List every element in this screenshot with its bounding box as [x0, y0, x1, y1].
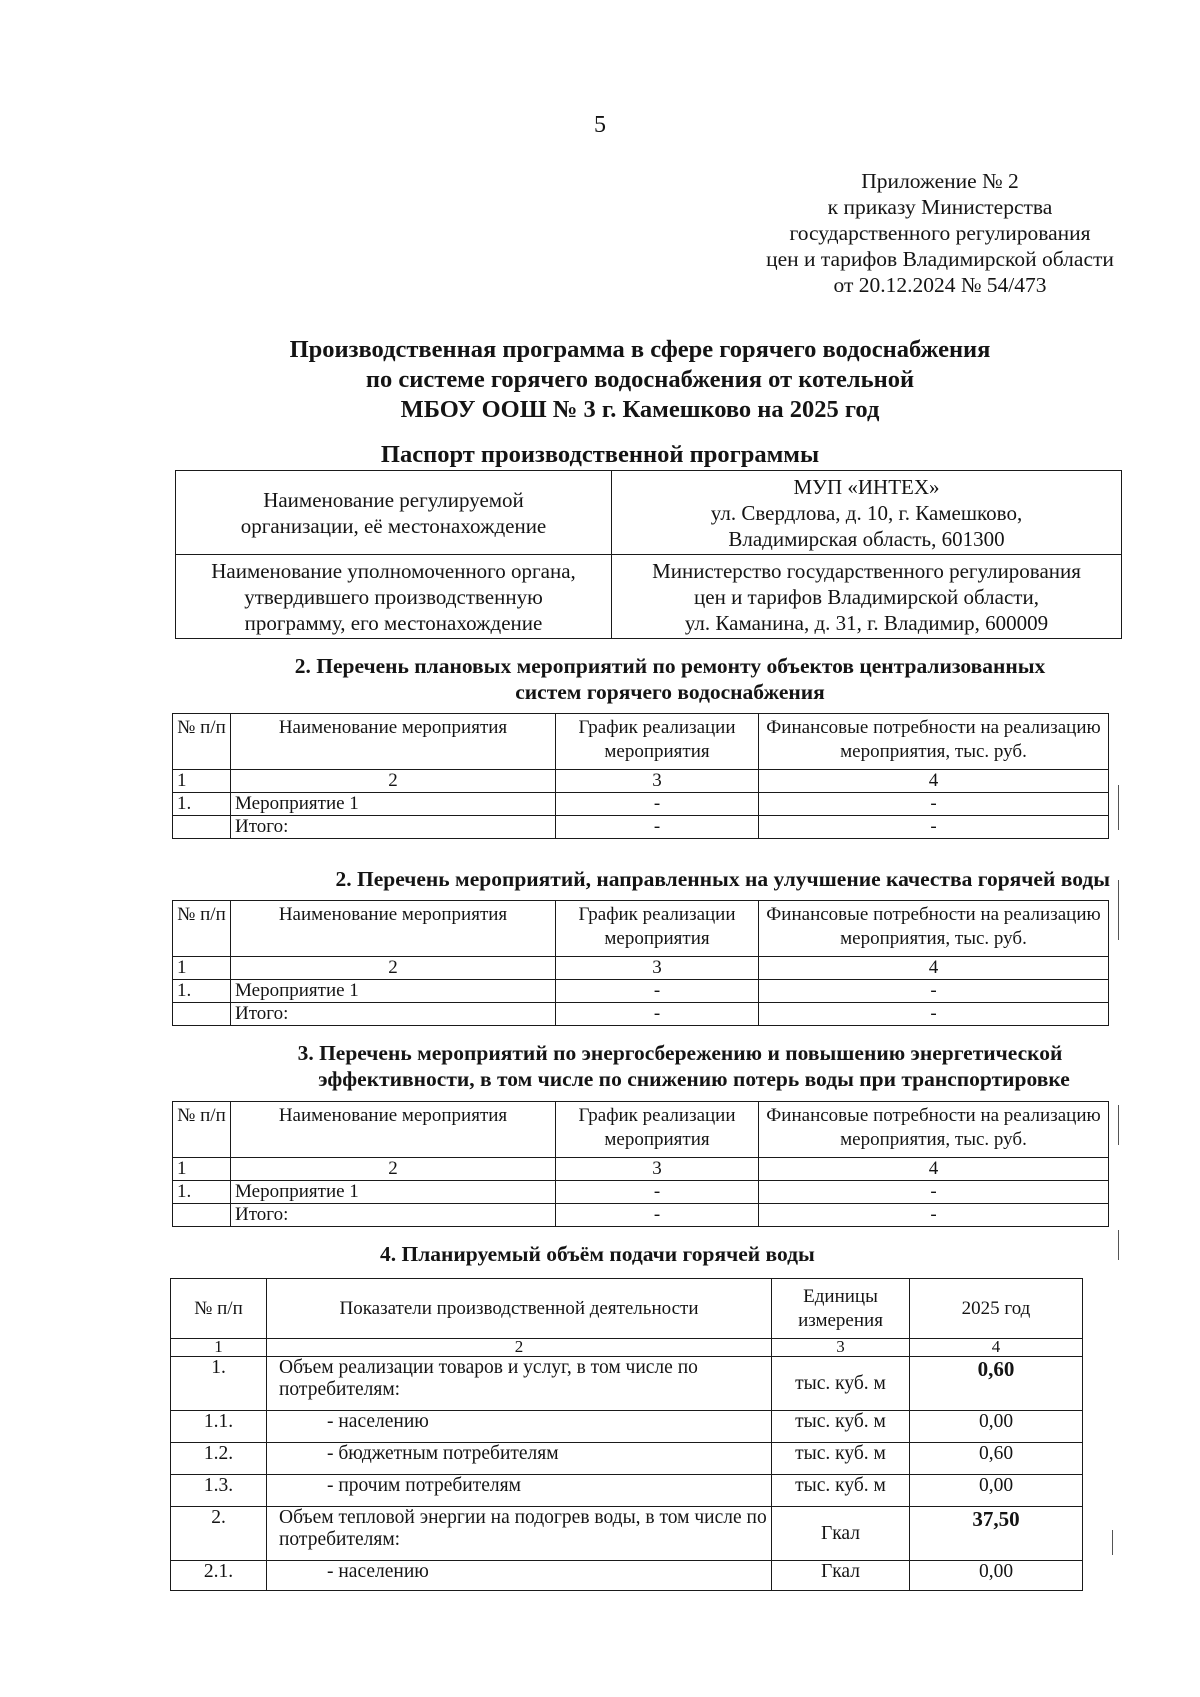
col-number: 4: [759, 1158, 1109, 1181]
event-finance: -: [759, 980, 1109, 1003]
energy-events-table: [172, 1101, 1109, 1227]
passport-label-line: утвердившего производственную: [244, 584, 543, 609]
indicator-name: Объем реализации товаров и услуг, в том числе по потребителям:: [267, 1357, 772, 1411]
section-heading-line: 2. Перечень плановых мероприятий по ремонту объектов централизованных: [294, 654, 1046, 678]
title-line: по системе горячего водоснабжения от котельной: [365, 366, 915, 393]
col-number: 1: [173, 957, 231, 980]
passport-row: [176, 555, 1122, 639]
section-heading-line: эффективности, в том числе по снижению потерь воды при транспортировке: [318, 1067, 1070, 1091]
passport-value-line: ул. Каманина, д. 31, г. Владимир, 600009: [684, 610, 1049, 635]
row-number: 1.2.: [171, 1443, 267, 1475]
passport-value-line: ул. Свердлова, д. 10, г. Камешково,: [710, 500, 1023, 525]
column-number-row: [173, 1158, 1109, 1181]
table-row: [171, 1411, 1083, 1443]
col-header: Показатели производственной деятельности: [267, 1279, 772, 1339]
title-line: МБОУ ООШ № 3 г. Камешково на 2025 год: [400, 396, 880, 423]
indicator-name: - населению: [267, 1561, 772, 1591]
passport-label-line: Наименование регулируемой: [263, 487, 524, 512]
passport-row: [176, 471, 1122, 555]
event-schedule: -: [556, 1204, 759, 1227]
appendix-line: Приложение № 2: [861, 169, 1019, 193]
column-number-row: [173, 957, 1109, 980]
appendix-line: государственного регулирования: [789, 221, 1091, 245]
table-row: [173, 1204, 1109, 1227]
col-number: 2: [231, 957, 556, 980]
event-name: Мероприятие 1: [231, 1181, 556, 1204]
row-number: 1.: [173, 980, 231, 1003]
col-number: 1: [173, 770, 231, 793]
col-header: Наименование мероприятия: [231, 1102, 556, 1158]
table-header-row: [171, 1279, 1083, 1339]
page-number: 5: [594, 112, 606, 138]
table-header-row: [173, 714, 1109, 770]
section-heading: [250, 866, 1110, 892]
scan-mark: [1118, 880, 1119, 940]
section-heading: [250, 653, 1090, 705]
indicator-value: 0,60: [910, 1357, 1083, 1411]
section-heading-line: 2. Перечень мероприятий, направленных на улучшение качества горячей воды: [335, 867, 1110, 891]
table-row: [173, 793, 1109, 816]
indicator-value: 37,50: [910, 1507, 1083, 1561]
event-finance: -: [759, 1204, 1109, 1227]
row-number: 1.: [173, 1181, 231, 1204]
indicator-value: 0,00: [910, 1411, 1083, 1443]
row-number: 2.1.: [171, 1561, 267, 1591]
col-header: Финансовые потребности на реализацию мероприятия, тыс. руб.: [759, 714, 1109, 770]
event-name: Итого:: [231, 1204, 556, 1227]
table-row: [171, 1507, 1083, 1561]
col-number: 3: [556, 1158, 759, 1181]
event-schedule: -: [556, 1003, 759, 1026]
table-row: [171, 1475, 1083, 1507]
col-number: 4: [910, 1339, 1083, 1357]
passport-label-line: Наименование уполномоченного органа,: [211, 558, 576, 583]
col-number: 3: [556, 957, 759, 980]
section-heading-line: систем горячего водоснабжения: [515, 680, 825, 704]
col-number: 4: [759, 770, 1109, 793]
col-header: Наименование мероприятия: [231, 901, 556, 957]
row-number: 1.: [171, 1357, 267, 1411]
column-number-row: [173, 770, 1109, 793]
event-name: Мероприятие 1: [231, 793, 556, 816]
section-heading: [250, 1040, 1110, 1092]
col-header: Наименование мероприятия: [231, 714, 556, 770]
col-number: 2: [231, 1158, 556, 1181]
col-number: 2: [231, 770, 556, 793]
col-header: Финансовые потребности на реализацию мероприятия, тыс. руб.: [759, 901, 1109, 957]
table-header-row: [173, 1102, 1109, 1158]
appendix-line: цен и тарифов Владимирской области: [766, 247, 1114, 271]
appendix-block: [720, 168, 1160, 298]
indicator-unit: тыс. куб. м: [772, 1475, 910, 1507]
table-row: [173, 1003, 1109, 1026]
event-name: Итого:: [231, 1003, 556, 1026]
col-header: Финансовые потребности на реализацию мероприятия, тыс. руб.: [759, 1102, 1109, 1158]
passport-heading: Паспорт производственной программы: [380, 441, 820, 468]
event-finance: -: [759, 793, 1109, 816]
event-schedule: -: [556, 980, 759, 1003]
row-number: 1.3.: [171, 1475, 267, 1507]
event-name: Итого:: [231, 816, 556, 839]
col-header: № п/п: [171, 1279, 267, 1339]
indicator-unit: Гкал: [772, 1507, 910, 1561]
col-header: Единицы измерения: [772, 1279, 910, 1339]
event-finance: -: [759, 1003, 1109, 1026]
passport-value-line: Владимирская область, 601300: [728, 526, 1005, 551]
row-number: [173, 816, 231, 839]
indicator-unit: тыс. куб. м: [772, 1443, 910, 1475]
col-header: График реализации мероприятия: [556, 901, 759, 957]
indicator-unit: тыс. куб. м: [772, 1357, 910, 1411]
table-row: [173, 816, 1109, 839]
row-number: [173, 1204, 231, 1227]
passport-value: [612, 555, 1122, 639]
col-number: 3: [772, 1339, 910, 1357]
passport-value-line: цен и тарифов Владимирской области,: [694, 584, 1039, 609]
event-schedule: -: [556, 793, 759, 816]
col-header: График реализации мероприятия: [556, 1102, 759, 1158]
passport-table: [175, 470, 1122, 639]
table-header-row: [173, 901, 1109, 957]
table-row: [171, 1561, 1083, 1591]
indicator-value: 0,00: [910, 1561, 1083, 1591]
col-header: № п/п: [173, 714, 231, 770]
appendix-line: от 20.12.2024 № 54/473: [833, 273, 1047, 297]
indicator-name: - прочим потребителям: [267, 1475, 772, 1507]
passport-label: [176, 471, 612, 555]
quality-events-table: [172, 900, 1109, 1026]
event-schedule: -: [556, 816, 759, 839]
col-number: 1: [171, 1339, 267, 1357]
indicator-name: - населению: [267, 1411, 772, 1443]
title-line: Производственная программа в сфере горячего водоснабжения: [289, 336, 991, 363]
col-number: 3: [556, 770, 759, 793]
passport-value: [612, 471, 1122, 555]
appendix-line: к приказу Министерства: [827, 195, 1053, 219]
volume-table: [170, 1278, 1083, 1591]
col-number: 1: [173, 1158, 231, 1181]
column-number-row: [171, 1339, 1083, 1357]
table-row: [173, 1181, 1109, 1204]
row-number: 2.: [171, 1507, 267, 1561]
indicator-name: Объем тепловой энергии на подогрев воды, в том числе по потребителям:: [267, 1507, 772, 1561]
table-row: [171, 1443, 1083, 1475]
event-name: Мероприятие 1: [231, 980, 556, 1003]
col-header: № п/п: [173, 901, 231, 957]
repair-events-table: [172, 713, 1109, 839]
col-header: 2025 год: [910, 1279, 1083, 1339]
passport-value-line: МУП «ИНТЕХ»: [793, 474, 940, 499]
col-number: 2: [267, 1339, 772, 1357]
passport-label: [176, 555, 612, 639]
scan-mark: [1118, 1230, 1119, 1260]
passport-value-line: Министерство государственного регулирования: [652, 558, 1081, 583]
indicator-name: - бюджетным потребителям: [267, 1443, 772, 1475]
scan-mark: [1112, 1530, 1113, 1555]
table-row: [171, 1357, 1083, 1411]
passport-label-line: программу, его местонахождение: [244, 610, 543, 635]
section-heading-line: 3. Перечень мероприятий по энергосбережению и повышению энергетической: [297, 1041, 1063, 1065]
table-row: [173, 980, 1109, 1003]
row-number: 1.1.: [171, 1411, 267, 1443]
section-heading: 4. Планируемый объём подачи горячей воды: [380, 1242, 815, 1266]
col-header: № п/п: [173, 1102, 231, 1158]
passport-label-line: организации, её местонахождение: [240, 513, 547, 538]
indicator-value: 0,60: [910, 1443, 1083, 1475]
document-title: [190, 335, 1090, 425]
col-number: 4: [759, 957, 1109, 980]
event-finance: -: [759, 816, 1109, 839]
event-schedule: -: [556, 1181, 759, 1204]
row-number: [173, 1003, 231, 1026]
indicator-unit: Гкал: [772, 1561, 910, 1591]
indicator-value: 0,00: [910, 1475, 1083, 1507]
row-number: 1.: [173, 793, 231, 816]
scan-mark: [1118, 785, 1119, 830]
col-header: График реализации мероприятия: [556, 714, 759, 770]
event-finance: -: [759, 1181, 1109, 1204]
indicator-unit: тыс. куб. м: [772, 1411, 910, 1443]
scan-mark: [1118, 1105, 1119, 1145]
